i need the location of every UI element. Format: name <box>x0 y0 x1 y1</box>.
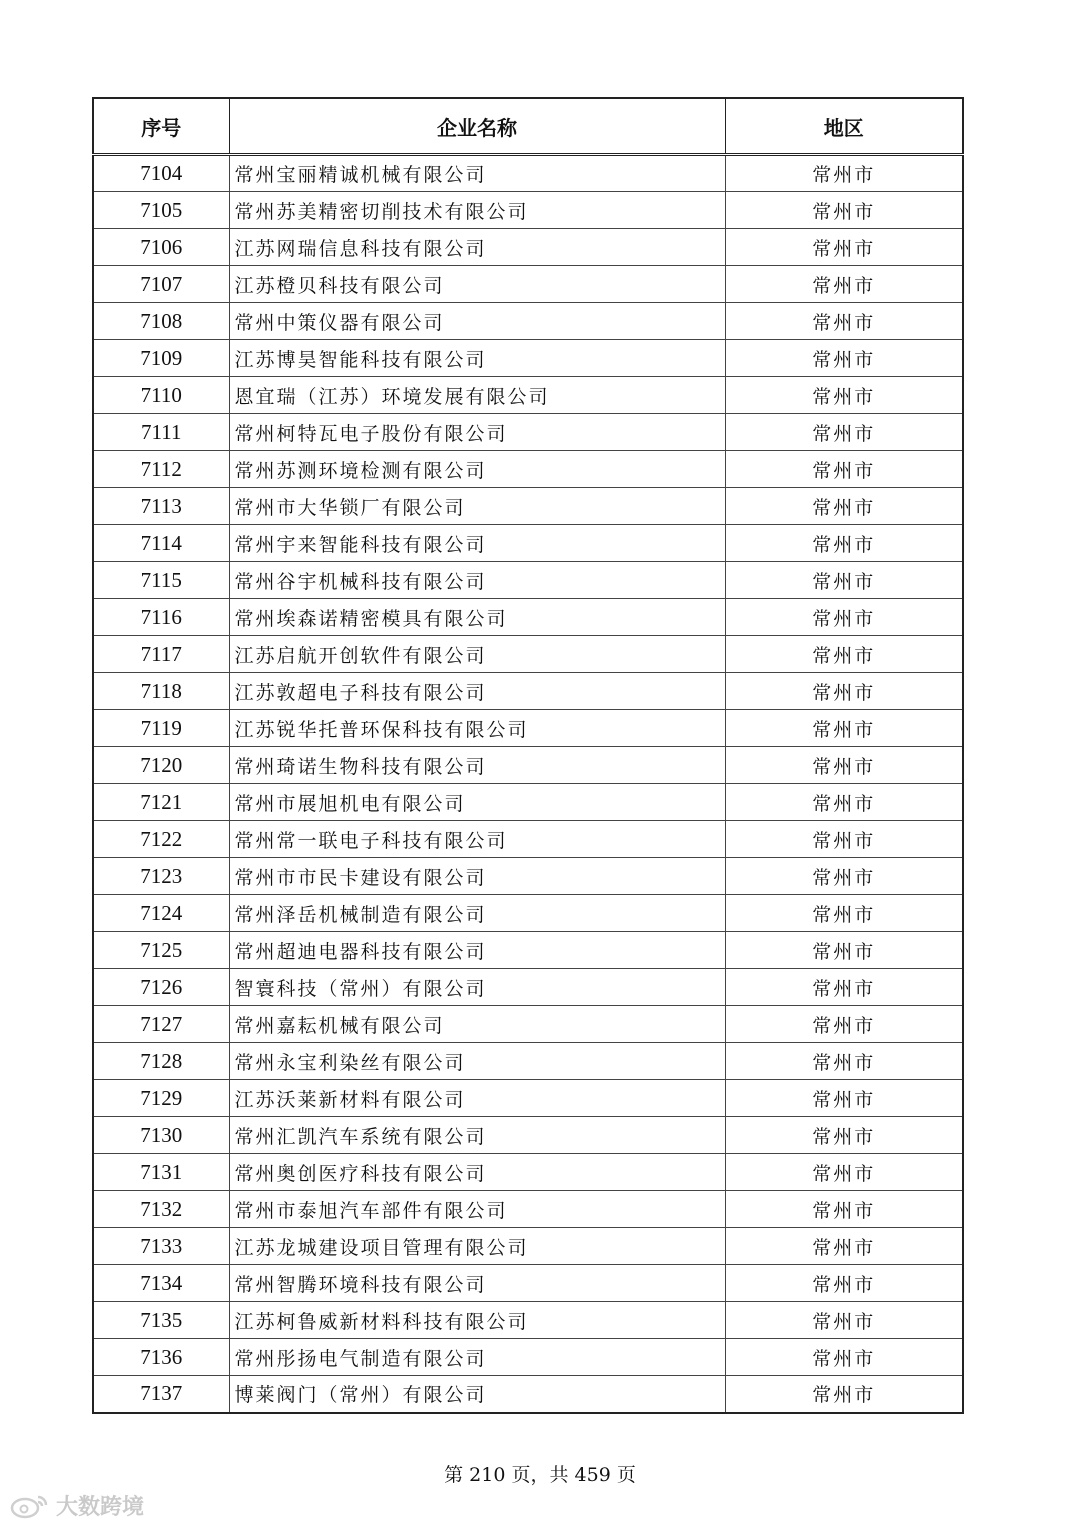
region-cell: 常州市 <box>725 1154 963 1191</box>
serial-cell: 7110 <box>93 377 229 414</box>
region-cell: 常州市 <box>725 710 963 747</box>
header-serial: 序号 <box>93 98 229 155</box>
serial-cell: 7124 <box>93 895 229 932</box>
serial-cell: 7136 <box>93 1339 229 1376</box>
watermark <box>10 1490 144 1521</box>
serial-cell: 7121 <box>93 784 229 821</box>
table-row <box>93 673 963 710</box>
company-name-cell: 智寰科技（常州）有限公司 <box>229 969 725 1006</box>
serial-cell: 7129 <box>93 1080 229 1117</box>
table-row <box>93 303 963 340</box>
table-row <box>93 1265 963 1302</box>
region-cell: 常州市 <box>725 340 963 377</box>
region-cell: 常州市 <box>725 229 963 266</box>
enterprise-table <box>92 97 964 1414</box>
serial-cell: 7135 <box>93 1302 229 1339</box>
company-name-cell: 常州汇凯汽车系统有限公司 <box>229 1117 725 1154</box>
region-cell: 常州市 <box>725 1339 963 1376</box>
region-cell: 常州市 <box>725 673 963 710</box>
region-cell: 常州市 <box>725 414 963 451</box>
company-name-cell: 常州市市民卡建设有限公司 <box>229 858 725 895</box>
company-name-cell: 常州市大华锁厂有限公司 <box>229 488 725 525</box>
table-row <box>93 710 963 747</box>
company-name-cell: 常州苏美精密切削技术有限公司 <box>229 192 725 229</box>
company-name-cell: 常州苏测环境检测有限公司 <box>229 451 725 488</box>
table-row <box>93 451 963 488</box>
serial-cell: 7122 <box>93 821 229 858</box>
company-name-cell: 江苏敦超电子科技有限公司 <box>229 673 725 710</box>
serial-cell: 7120 <box>93 747 229 784</box>
serial-cell: 7108 <box>93 303 229 340</box>
serial-cell: 7118 <box>93 673 229 710</box>
company-name-cell: 博莱阀门（常州）有限公司 <box>229 1376 725 1413</box>
table-row <box>93 266 963 303</box>
region-cell: 常州市 <box>725 1228 963 1265</box>
table-row <box>93 488 963 525</box>
table-row <box>93 1154 963 1191</box>
document-table-container <box>92 97 962 1414</box>
region-cell: 常州市 <box>725 1080 963 1117</box>
page-number: 第 210 页，共 459 页 <box>444 1464 636 1486</box>
company-name-cell: 常州智腾环境科技有限公司 <box>229 1265 725 1302</box>
serial-cell: 7113 <box>93 488 229 525</box>
company-name-cell: 常州嘉耘机械有限公司 <box>229 1006 725 1043</box>
serial-cell: 7128 <box>93 1043 229 1080</box>
company-name-cell: 常州埃森诺精密模具有限公司 <box>229 599 725 636</box>
table-header-row <box>93 98 963 155</box>
company-name-cell: 常州市泰旭汽车部件有限公司 <box>229 1191 725 1228</box>
region-cell: 常州市 <box>725 821 963 858</box>
table-row <box>93 599 963 636</box>
table-row <box>93 1117 963 1154</box>
company-name-cell: 常州永宝利染丝有限公司 <box>229 1043 725 1080</box>
serial-cell: 7115 <box>93 562 229 599</box>
serial-cell: 7105 <box>93 192 229 229</box>
table-row <box>93 340 963 377</box>
company-name-cell: 江苏沃莱新材料有限公司 <box>229 1080 725 1117</box>
table-row <box>93 1228 963 1265</box>
region-cell: 常州市 <box>725 1043 963 1080</box>
company-name-cell: 江苏橙贝科技有限公司 <box>229 266 725 303</box>
serial-cell: 7104 <box>93 155 229 192</box>
region-cell: 常州市 <box>725 488 963 525</box>
company-name-cell: 江苏网瑞信息科技有限公司 <box>229 229 725 266</box>
table-row <box>93 377 963 414</box>
serial-cell: 7111 <box>93 414 229 451</box>
company-name-cell: 江苏博昊智能科技有限公司 <box>229 340 725 377</box>
serial-cell: 7119 <box>93 710 229 747</box>
region-cell: 常州市 <box>725 1191 963 1228</box>
serial-cell: 7126 <box>93 969 229 1006</box>
table-row <box>93 414 963 451</box>
company-name-cell: 常州琦诺生物科技有限公司 <box>229 747 725 784</box>
serial-cell: 7106 <box>93 229 229 266</box>
region-cell: 常州市 <box>725 1265 963 1302</box>
serial-cell: 7133 <box>93 1228 229 1265</box>
table-row <box>93 858 963 895</box>
table-row <box>93 1006 963 1043</box>
serial-cell: 7117 <box>93 636 229 673</box>
region-cell: 常州市 <box>725 747 963 784</box>
weibo-logo-icon <box>10 1493 50 1519</box>
company-name-cell: 恩宜瑞（江苏）环境发展有限公司 <box>229 377 725 414</box>
serial-cell: 7131 <box>93 1154 229 1191</box>
table-row <box>93 895 963 932</box>
region-cell: 常州市 <box>725 266 963 303</box>
serial-cell: 7134 <box>93 1265 229 1302</box>
company-name-cell: 江苏柯鲁威新材料科技有限公司 <box>229 1302 725 1339</box>
company-name-cell: 常州彤扬电气制造有限公司 <box>229 1339 725 1376</box>
region-cell: 常州市 <box>725 451 963 488</box>
region-cell: 常州市 <box>725 155 963 192</box>
table-row <box>93 229 963 266</box>
table-row <box>93 1191 963 1228</box>
region-cell: 常州市 <box>725 636 963 673</box>
company-name-cell: 常州柯特瓦电子股份有限公司 <box>229 414 725 451</box>
region-cell: 常州市 <box>725 599 963 636</box>
table-row <box>93 932 963 969</box>
serial-cell: 7123 <box>93 858 229 895</box>
table-row <box>93 1043 963 1080</box>
region-cell: 常州市 <box>725 303 963 340</box>
region-cell: 常州市 <box>725 1006 963 1043</box>
region-cell: 常州市 <box>725 1302 963 1339</box>
company-name-cell: 常州超迪电器科技有限公司 <box>229 932 725 969</box>
serial-cell: 7132 <box>93 1191 229 1228</box>
region-cell: 常州市 <box>725 784 963 821</box>
company-name-cell: 常州常一联电子科技有限公司 <box>229 821 725 858</box>
table-row <box>93 1376 963 1413</box>
region-cell: 常州市 <box>725 858 963 895</box>
table-row <box>93 784 963 821</box>
table-row <box>93 562 963 599</box>
company-name-cell: 常州奥创医疗科技有限公司 <box>229 1154 725 1191</box>
serial-cell: 7125 <box>93 932 229 969</box>
company-name-cell: 常州谷宇机械科技有限公司 <box>229 562 725 599</box>
serial-cell: 7130 <box>93 1117 229 1154</box>
table-row <box>93 1302 963 1339</box>
serial-cell: 7137 <box>93 1376 229 1413</box>
region-cell: 常州市 <box>725 895 963 932</box>
table-row <box>93 155 963 192</box>
region-cell: 常州市 <box>725 1117 963 1154</box>
table-row <box>93 969 963 1006</box>
company-name-cell: 江苏启航开创软件有限公司 <box>229 636 725 673</box>
company-name-cell: 常州市展旭机电有限公司 <box>229 784 725 821</box>
table-row <box>93 1339 963 1376</box>
table-row <box>93 636 963 673</box>
company-name-cell: 常州宝丽精诚机械有限公司 <box>229 155 725 192</box>
company-name-cell: 江苏锐华托普环保科技有限公司 <box>229 710 725 747</box>
table-row <box>93 192 963 229</box>
company-name-cell: 常州宇来智能科技有限公司 <box>229 525 725 562</box>
table-row <box>93 1080 963 1117</box>
region-cell: 常州市 <box>725 932 963 969</box>
region-cell: 常州市 <box>725 377 963 414</box>
company-name-cell: 江苏龙城建设项目管理有限公司 <box>229 1228 725 1265</box>
watermark-text: 大数跨境 <box>56 1495 145 1520</box>
region-cell: 常州市 <box>725 562 963 599</box>
serial-cell: 7116 <box>93 599 229 636</box>
serial-cell: 7112 <box>93 451 229 488</box>
table-row <box>93 525 963 562</box>
serial-cell: 7127 <box>93 1006 229 1043</box>
company-name-cell: 常州中策仪器有限公司 <box>229 303 725 340</box>
header-company-name: 企业名称 <box>229 98 725 155</box>
region-cell: 常州市 <box>725 969 963 1006</box>
header-region: 地区 <box>725 98 963 155</box>
region-cell: 常州市 <box>725 525 963 562</box>
company-name-cell: 常州泽岳机械制造有限公司 <box>229 895 725 932</box>
serial-cell: 7109 <box>93 340 229 377</box>
table-row <box>93 821 963 858</box>
region-cell: 常州市 <box>725 1376 963 1413</box>
region-cell: 常州市 <box>725 192 963 229</box>
table-row <box>93 747 963 784</box>
serial-cell: 7114 <box>93 525 229 562</box>
serial-cell: 7107 <box>93 266 229 303</box>
